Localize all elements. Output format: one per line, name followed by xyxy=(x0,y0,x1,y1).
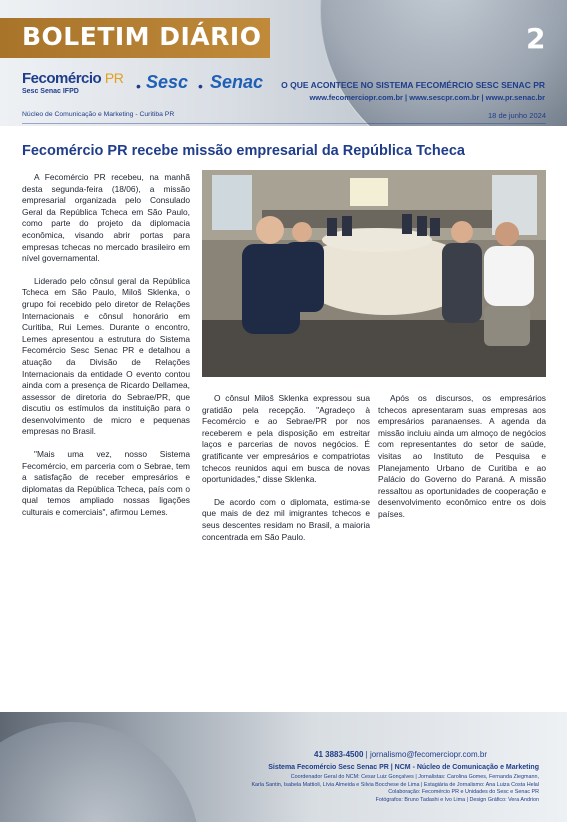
paragraph: A Fecomércio PR recebeu, na manhã desta segunda-feira (18/06), a missão empresarial organizada pelo Consulado Geral da República Tcheca em São Paulo, como parte do projeto da diplomacia econômica, visando abrir portas para empresas tchecas no mercado brasileiro em nível governamental. xyxy=(22,172,190,264)
subheader xyxy=(22,111,546,123)
paragraph: Após os discursos, os empresários tchecos apresentaram suas empresas aos empresários paranaenses. A agenda da missão incluiu ainda um almoço de negócios com representantes do setor de saúde, visitas ao Instituto de Pesquisa e Planejamento Urbano de Curitiba e ao Palácio do Governo do Paraná. A missão ressaltou as oportunidades de cooperação e desenvolvimento econômico entre os dois países. xyxy=(378,393,546,519)
separator-dot: • xyxy=(136,78,141,94)
paragraph: Liderado pelo cônsul geral da República Tcheca em São Paulo, Miloš Sklenka, o grupo foi recebido pelo diretor de Relações Internacionais e cônsul honorário em Curitiba, Rui Lemes. Durante o encontro, Lemes apresentou a estrutura do Sistema Fecomércio Sesc Senac PR e detalhou a atuação da Divisão de Relações Internacionais da entidade O evento contou ainda com a presença de Ricardo Dellamea, assessor de diretoria do Sebrae/PR, que discutiu os estímulos da instituição para o desenvolvimento de micro e pequenas empresas no Brasil. xyxy=(22,275,190,437)
masthead xyxy=(0,0,567,126)
credits-line: Coordenador Geral do NCM: Cesar Luiz Gonçalves | Jornalistas: Carolina Gomes, Fernanda Ziegmann, xyxy=(290,774,539,780)
article-headline: Fecomércio PR recebe missão empresarial da República Tcheca xyxy=(22,143,465,159)
footer-organization: Sistema Fecomércio Sesc Senac PR | NCM - Núcleo de Comunicação e Marketing xyxy=(268,764,539,771)
header-rule xyxy=(22,123,546,124)
contact-line xyxy=(314,750,487,759)
senac-logo: Senac xyxy=(210,72,264,92)
credits-line: Colaboração: Fecomércio PR e Unidades do Sesc e Senac PR xyxy=(388,789,539,796)
globe-outline xyxy=(320,0,567,126)
credits-line: Fotógrafos: Bruno Tadashi e Ivo Lima | Design Gráfico: Vera Andrion xyxy=(375,796,539,803)
fecomercio-logo-sub: Sesc Senac IFPD xyxy=(22,88,79,95)
tagline: O QUE ACONTECE NO SISTEMA FECOMÉRCIO SESC SENAC PR xyxy=(281,80,545,90)
article-column-3 xyxy=(378,393,546,532)
meeting-photo xyxy=(202,170,546,377)
fecomercio-logo-pr: PR xyxy=(104,70,124,86)
credits-line: Karla Santin, Isabela Mattioli, Lívia Almeida e Silvia Bocchese de Lima | Estagiária de Jornalismo: Ana Luiza Costa Helal xyxy=(251,781,539,788)
page-number: 2 xyxy=(526,22,546,55)
footer-credits xyxy=(159,774,539,804)
footer-globe-graphic xyxy=(0,722,200,822)
sesc-logo: Sesc xyxy=(146,72,189,92)
fecomercio-logo xyxy=(22,70,123,87)
partner-logos xyxy=(22,68,262,104)
footer xyxy=(0,712,567,822)
website-links[interactable]: www.fecomerciopr.com.br | www.sescpr.com.br | www.pr.senac.br xyxy=(309,93,545,102)
fecomercio-logo-text: Fecomércio xyxy=(22,70,102,87)
paragraph: "Mais uma vez, nosso Sistema Fecomércio, em parceria com o Sebrae, tem a satisfação de receber empresários e diplomatas da República Tcheca, país com o qual temos ampliado nossas ligações culturais e comerciais", afirmou Lemes. xyxy=(22,449,190,518)
separator-dot: • xyxy=(198,78,203,94)
meeting-photo-illustration xyxy=(202,170,546,377)
issue-date: 18 de junho 2024 xyxy=(488,111,546,120)
article-column-1 xyxy=(22,172,190,530)
paragraph: De acordo com o diplomata, estima-se que mais de dez mil imigrantes tchecos e seus descentes residam no Brasil, a maioria concentrada em São Paulo. xyxy=(202,496,370,542)
department-label: Núcleo de Comunicação e Marketing - Curitiba PR xyxy=(22,111,175,118)
article-column-2 xyxy=(202,393,370,554)
contact-email[interactable]: | jornalismo@fecomerciopr.com.br xyxy=(365,750,487,759)
phone-number: 41 3883-4500 xyxy=(314,750,364,759)
paragraph: O cônsul Miloš Sklenka expressou sua gratidão pela recepção. "Agradeço à Fecomércio e ao Sebrae/PR por nos receberem e pela disposição em estreitar laços e parcerias de novos negócios. É gratificante ver empresários e compatriotas tchecos reunidos aqui em busca de novas oportunidades," disse Sklenka. xyxy=(202,393,370,485)
newsletter-title: BOLETIM DIÁRIO xyxy=(22,22,262,51)
